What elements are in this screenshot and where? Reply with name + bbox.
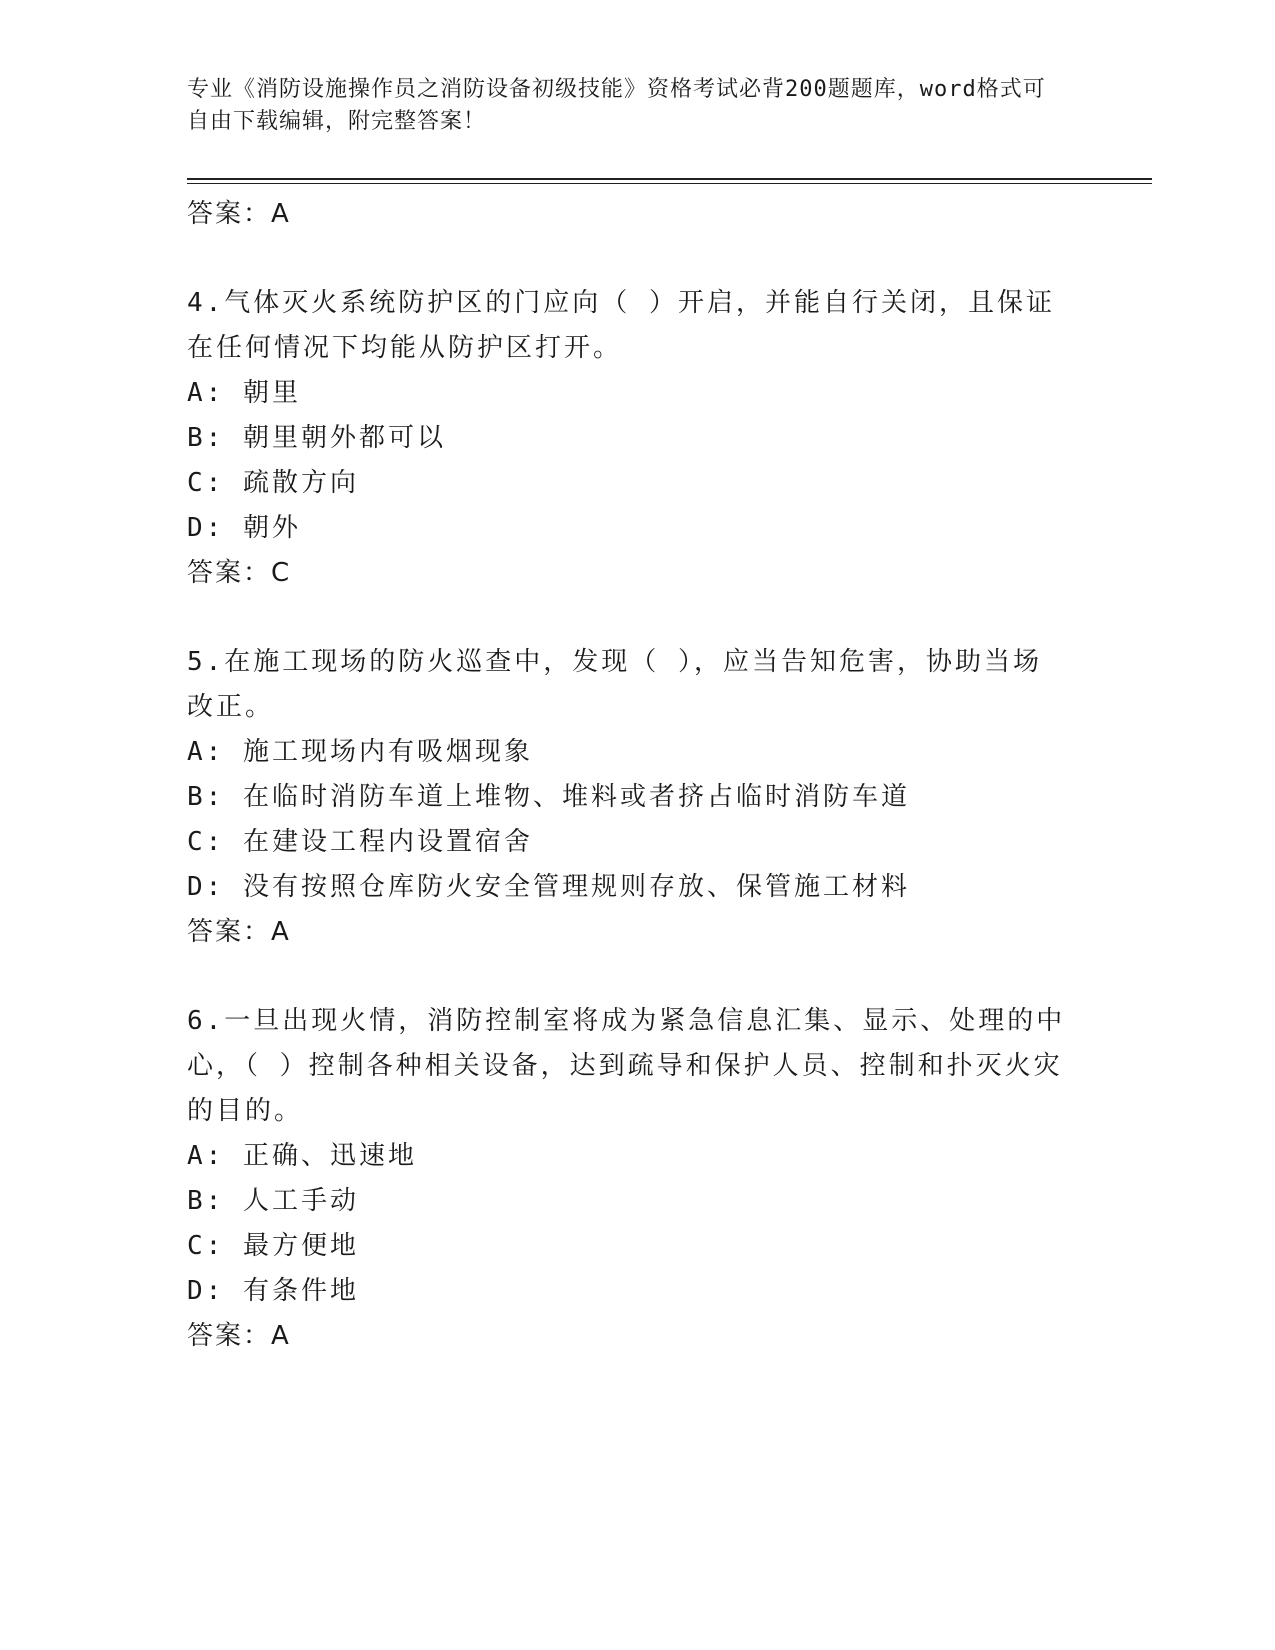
option-c: C: 在建设工程内设置宿舍 — [187, 827, 533, 857]
document-body — [187, 192, 1067, 1359]
question-4 — [187, 281, 1067, 596]
question-answer: 答案：A — [187, 917, 291, 947]
question-text: 4.气体灭火系统防护区的门应向（ ）开启，并能自行关闭，且保证在任何情况下均能从防护区打开。 — [187, 288, 1055, 363]
option-a: A: 朝里 — [187, 378, 301, 408]
question-answer: 答案：C — [187, 558, 292, 588]
option-d: D: 朝外 — [187, 513, 301, 543]
option-c: C: 疏散方向 — [187, 468, 359, 498]
option-a: A: 正确、迅速地 — [187, 1141, 417, 1171]
previous-answer: 答案：A — [187, 199, 291, 229]
header-rule-thin — [187, 183, 1152, 184]
option-d: D: 有条件地 — [187, 1276, 359, 1306]
question-text: 5.在施工现场的防火巡查中，发现（ ），应当告知危害，协助当场改正。 — [187, 647, 1042, 722]
question-answer: 答案：A — [187, 1321, 291, 1351]
option-c: C: 最方便地 — [187, 1231, 359, 1261]
document-header: 专业《消防设施操作员之消防设备初级技能》资格考试必背200题题库，word格式可自由下载编辑，附完整答案！ — [187, 77, 1046, 134]
option-b: B: 朝里朝外都可以 — [187, 423, 446, 453]
question-6 — [187, 999, 1067, 1359]
question-text: 6.一旦出现火情，消防控制室将成为紧急信息汇集、显示、处理的中心，（ ）控制各种相关设备，达到疏导和保护人员、控制和扑灭火灾的目的。 — [187, 1006, 1066, 1126]
question-5 — [187, 640, 1067, 955]
option-b: B: 在临时消防车道上堆物、堆料或者挤占临时消防车道 — [187, 782, 910, 812]
option-d: D: 没有按照仓库防火安全管理规则存放、保管施工材料 — [187, 872, 910, 902]
header-rule-thick — [187, 178, 1152, 180]
option-a: A: 施工现场内有吸烟现象 — [187, 737, 533, 767]
option-b: B: 人工手动 — [187, 1186, 359, 1216]
